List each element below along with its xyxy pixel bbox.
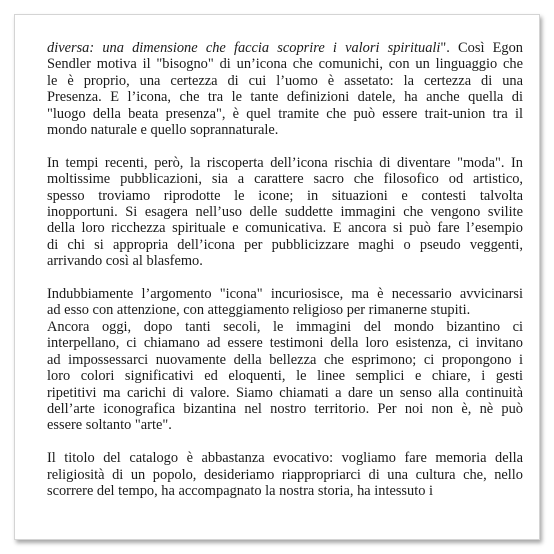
line-text: della loro ricchezza spirituale e comunicativa. E ancora si può fare l’esempio — [47, 220, 523, 237]
line-text: "luogo della beata presenza", è quel tramite che può essere trait-union tra il — [47, 105, 523, 122]
paragraph-2 — [47, 155, 523, 270]
line-text: moltissime pubblicazioni, sia a carattere sacro che filosofico od artistico, — [47, 171, 523, 188]
line-text: mondo naturale e quello soprannaturale. — [47, 122, 279, 139]
line-text: inopportuni. Si esagera nell’uso delle suddette immagini che vengono svilite — [47, 204, 523, 221]
text-line — [47, 467, 523, 483]
line-text: essere soltanto "arte". — [47, 417, 172, 434]
text-line — [47, 483, 523, 499]
line-text: scorrere del tempo, ha accompagnato la nostra storia, ha intessuto i — [47, 482, 434, 499]
text-line — [47, 237, 523, 253]
italic-quote: diversa: una dimensione che faccia scoprire i valori spirituali — [47, 40, 441, 56]
text-line — [47, 56, 523, 72]
text-line — [47, 220, 523, 236]
text-line — [47, 319, 523, 335]
text-line — [47, 368, 523, 384]
line-text: spesso troviamo riprodotte le icone; in situazioni e contesti talvolta — [47, 187, 523, 204]
text-line — [47, 417, 523, 433]
line-text: Sendler motiva il "bisogno" di un’icona che comunichi, con un linguaggio che — [47, 56, 523, 73]
text-line — [47, 385, 523, 401]
text-line — [47, 253, 523, 269]
text-line — [47, 401, 523, 417]
line-text: Presenza. E l’icona, che tra le tante definizioni datele, ha anche quella di — [47, 89, 523, 106]
line-text: In tempi recenti, però, la riscoperta dell’icona rischia di diventare "moda". In — [47, 154, 523, 171]
line-text: di chi si appropria dell’icona per pubblicizzare maghi o pseudo veggenti, — [47, 236, 523, 253]
text-line — [47, 155, 523, 171]
paragraph-1 — [47, 40, 523, 138]
text-line — [47, 352, 523, 368]
line-text: dell’arte iconografica bizantina nel nostro territorio. Per noi non è, nè può — [47, 400, 523, 417]
text-line — [47, 40, 523, 56]
text-line — [47, 73, 523, 89]
document-page — [14, 14, 540, 540]
line-text: interpellano, ci chiamano ad essere testimoni della loro esistenza, ci invitano — [47, 335, 523, 352]
paragraph-3 — [47, 286, 523, 434]
line-text: le è proprio, una certezza di cui l’uomo è assetato: la certezza di una — [47, 72, 523, 89]
line-text: Indubbiamente l’argomento "icona" incuriosisce, ma è necessario avvicinarsi — [47, 286, 523, 303]
text-line — [47, 89, 523, 105]
text-line — [47, 286, 523, 302]
text-line — [47, 450, 523, 466]
line-text: loro colori significativi ed eloquenti, le linee semplici e chiare, i gesti — [47, 368, 523, 385]
text-line — [47, 335, 523, 351]
text-line — [47, 122, 523, 138]
document-body — [47, 40, 523, 499]
line-text: ". Così Egon — [440, 40, 523, 56]
line-text: arrivando così al blasfemo. — [47, 253, 203, 270]
text-line — [47, 188, 523, 204]
text-line — [47, 171, 523, 187]
line-text: Il titolo del catalogo è abbastanza evocativo: vogliamo fare memoria della — [47, 450, 523, 467]
text-line — [47, 302, 523, 318]
line-text: religiosità di un popolo, desideriamo riappropriarci di una cultura che, nello — [47, 466, 523, 483]
text-line — [47, 204, 523, 220]
line-text: ad esso con attenzione, con atteggiamento religioso per rimanerne stupiti. — [47, 302, 471, 319]
line-text: ripetitivi ma carichi di valore. Siamo chiamati a dare un senso alla continuità — [47, 384, 523, 401]
line-text: Ancora oggi, dopo tanti secoli, le immagini del mondo bizantino ci — [47, 318, 523, 335]
paragraph-4 — [47, 450, 523, 499]
line-text: ad impossessarci nuovamente della bellezza che esprimono; ci propongono i — [47, 351, 523, 368]
text-line — [47, 106, 523, 122]
